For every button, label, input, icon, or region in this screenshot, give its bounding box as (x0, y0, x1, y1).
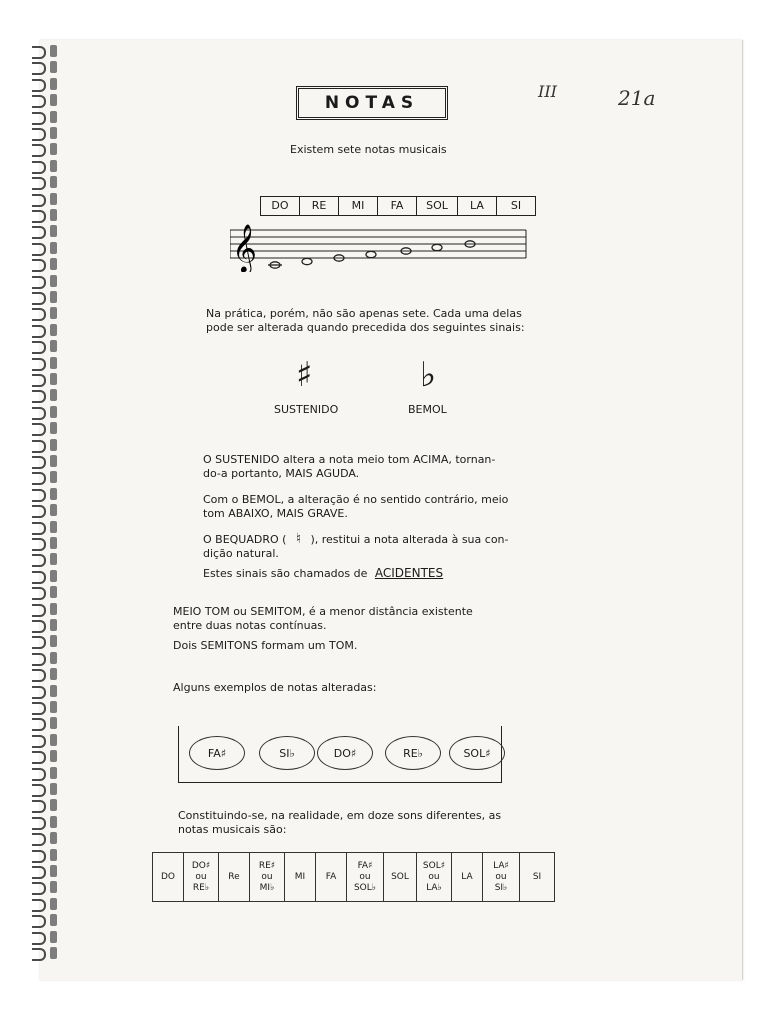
binding-ring (30, 126, 60, 140)
binding-hook (32, 177, 46, 190)
binding-hook (32, 390, 46, 403)
sound-cell-text: SOL♭ (353, 882, 377, 893)
note-head-la (432, 244, 442, 250)
binding-ring (30, 520, 60, 534)
binding-hole (50, 783, 57, 795)
sound-cell-text: SI♭ (494, 882, 508, 893)
binding-hole (50, 373, 57, 385)
binding-hook (32, 817, 46, 830)
binding-hook (32, 800, 46, 813)
binding-ring (30, 766, 60, 780)
binding-hook (32, 161, 46, 174)
binding-hole (50, 471, 57, 483)
sound-cell (316, 853, 347, 902)
binding-ring (30, 274, 60, 288)
sound-cell-text: Re (228, 871, 240, 882)
sharp-label: SUSTENIDO (274, 403, 339, 416)
binding-hook (32, 636, 46, 649)
binding-hole (50, 750, 57, 762)
bemol-text-line-2: tom ABAIXO, MAIS GRAVE. (203, 507, 348, 520)
binding-ring (30, 306, 60, 320)
sound-cell (384, 853, 417, 902)
binding-hole (50, 553, 57, 565)
binding-ring (30, 487, 60, 501)
binding-hook (32, 259, 46, 272)
binding-hook (32, 866, 46, 879)
binding-ring (30, 421, 60, 435)
natural-icon: ♮ (295, 531, 301, 547)
binding-hole (50, 160, 57, 172)
binding-hook (32, 522, 46, 535)
binding-hook (32, 243, 46, 256)
binding-hole (50, 767, 57, 779)
binding-hook (32, 505, 46, 518)
binding-ring (30, 257, 60, 271)
binding-hole (50, 143, 57, 155)
binding-hook (32, 915, 46, 928)
bequadro-text-end: ), restitui a nota alterada à sua con- (310, 533, 509, 546)
binding-hole (50, 291, 57, 303)
sound-cell (417, 853, 452, 902)
binding-ring (30, 897, 60, 911)
binding-ring (30, 618, 60, 632)
twelve-sounds-text-line-2: notas musicais são: (178, 823, 287, 836)
binding-ring (30, 93, 60, 107)
binding-ring (30, 224, 60, 238)
binding-ring (30, 913, 60, 927)
page-sheet (40, 40, 743, 980)
binding-hook (32, 899, 46, 912)
note-cell: SOL (417, 197, 458, 215)
binding-ring (30, 930, 60, 944)
sound-cell-text: SI (532, 871, 542, 882)
twelve-sounds-table (152, 852, 555, 902)
sound-cell (153, 853, 184, 902)
binding-hole (50, 931, 57, 943)
binding-hook (32, 587, 46, 600)
binding-hook (32, 194, 46, 207)
binding-hole (50, 488, 57, 500)
binding-hole (50, 668, 57, 680)
binding-hole (50, 275, 57, 287)
bemol-text-line-1: Com o BEMOL, a alteração é no sentido contrário, meio (203, 493, 509, 506)
binding-hook (32, 276, 46, 289)
binding-ring (30, 782, 60, 796)
sustenido-text-line-2: do-a portanto, MAIS AGUDA. (203, 467, 360, 480)
sound-cell-text: FA♯ (357, 860, 373, 871)
treble-clef-icon: 𝄞 (232, 223, 257, 272)
binding-hole (50, 78, 57, 90)
binding-ring (30, 44, 60, 58)
binding-ring (30, 77, 60, 91)
binding-ring (30, 110, 60, 124)
binding-hook (32, 850, 46, 863)
binding-hole (50, 865, 57, 877)
binding-hook (32, 292, 46, 305)
page-title: NOTAS (296, 86, 448, 120)
twelve-sounds-row (153, 853, 555, 902)
binding-hole (50, 340, 57, 352)
binding-hole (50, 816, 57, 828)
binding-hole (50, 176, 57, 188)
sound-cell (483, 853, 520, 902)
music-staff (230, 222, 530, 272)
binding-ring (30, 864, 60, 878)
binding-hook (32, 472, 46, 485)
binding-hole (50, 439, 57, 451)
binding-ring (30, 356, 60, 370)
practice-text-line-2: pode ser alterada quando precedida dos seguintes sinais: (206, 321, 525, 334)
binding-hook (32, 62, 46, 75)
binding-ring (30, 684, 60, 698)
binding-hook (32, 554, 46, 567)
binding-hook (32, 948, 46, 961)
example-note-oval: SOL♯ (449, 736, 505, 770)
binding-hook (32, 604, 46, 617)
binding-hole (50, 422, 57, 434)
binding-hole (50, 635, 57, 647)
binding-hole (50, 799, 57, 811)
sound-cell-text: MI (294, 871, 306, 882)
seven-notes-row (260, 196, 536, 216)
binding-ring (30, 454, 60, 468)
binding-hole (50, 619, 57, 631)
note-cell: SI (510, 199, 522, 212)
binding-hole (50, 537, 57, 549)
binding-hook (32, 95, 46, 108)
acidentes-text (203, 566, 443, 581)
note-head-re (302, 258, 312, 264)
sound-cell (285, 853, 316, 902)
binding-hook (32, 210, 46, 223)
example-note-oval: FA♯ (189, 736, 245, 770)
binding-ring (30, 142, 60, 156)
binding-hook (32, 440, 46, 453)
semitom-text-line-3: Dois SEMITONS formam um TOM. (173, 639, 358, 652)
note-cell: DO (261, 197, 300, 215)
acidentes-text-start: Estes sinais são chamados de (203, 567, 368, 580)
binding-hole (50, 307, 57, 319)
binding-hole (50, 652, 57, 664)
binding-ring (30, 815, 60, 829)
binding-hole (50, 127, 57, 139)
binding-hook (32, 784, 46, 797)
binding-hook (32, 456, 46, 469)
binding-ring (30, 700, 60, 714)
sound-cell-text: ou (495, 871, 507, 882)
binding-hole (50, 685, 57, 697)
examples-title: Alguns exemplos de notas alteradas: (173, 681, 377, 694)
binding-hook (32, 407, 46, 420)
binding-hole (50, 94, 57, 106)
sound-cell-text: ou (428, 871, 440, 882)
sound-cell (452, 853, 483, 902)
binding-ring (30, 880, 60, 894)
binding-hole (50, 832, 57, 844)
binding-ring (30, 60, 60, 74)
bequadro-text-start: O BEQUADRO ( (203, 533, 287, 546)
binding-ring (30, 208, 60, 222)
binding-hole (50, 603, 57, 615)
binding-ring (30, 159, 60, 173)
handwritten-roman-numeral: III (538, 82, 557, 101)
note-cell: RE (300, 197, 339, 215)
sound-cell (347, 853, 384, 902)
note-cell: LA (458, 197, 497, 215)
binding-hook (32, 341, 46, 354)
sound-cell-text: LA (461, 871, 473, 882)
binding-hook (32, 653, 46, 666)
binding-hole (50, 570, 57, 582)
handwritten-page-number: 21a (618, 86, 656, 110)
binding-hole (50, 701, 57, 713)
binding-hook (32, 571, 46, 584)
binding-hook (32, 702, 46, 715)
binding-ring (30, 831, 60, 845)
twelve-sounds-text-line-1: Constituindo-se, na realidade, em doze sons diferentes, as (178, 809, 502, 822)
bequadro-text-line-2: dição natural. (203, 547, 279, 560)
binding-hook (32, 620, 46, 633)
binding-hole (50, 881, 57, 893)
binding-hook (32, 538, 46, 551)
sound-cell-text: MI♭ (259, 882, 275, 893)
binding-ring (30, 798, 60, 812)
sound-cell-text: DO (160, 871, 175, 882)
sound-cell-text: ou (261, 871, 273, 882)
binding-ring (30, 667, 60, 681)
sound-cell-text: RE♯ (258, 860, 276, 871)
binding-ring (30, 372, 60, 386)
binding-ring (30, 569, 60, 583)
sound-cell-text: LA♭ (426, 882, 442, 893)
binding-hole (50, 357, 57, 369)
binding-hole (50, 406, 57, 418)
binding-hook (32, 144, 46, 157)
binding-hook (32, 358, 46, 371)
binding-ring (30, 405, 60, 419)
binding-ring (30, 290, 60, 304)
binding-ring (30, 388, 60, 402)
practice-text-line-1: Na prática, porém, não são apenas sete. Cada uma delas (206, 307, 522, 320)
binding-hole (50, 914, 57, 926)
binding-hook (32, 46, 46, 59)
binding-hook (32, 751, 46, 764)
binding-hole (50, 947, 57, 959)
binding-ring (30, 503, 60, 517)
binding-hook (32, 112, 46, 125)
sound-cell-text: SOL♯ (422, 860, 446, 871)
sound-cell (219, 853, 250, 902)
binding-hook (32, 768, 46, 781)
example-note-oval: RE♭ (385, 736, 441, 770)
binding-hook (32, 718, 46, 731)
binding-hole (50, 521, 57, 533)
sound-cell-text: LA♯ (493, 860, 509, 871)
binding-hole (50, 258, 57, 270)
binding-hole (50, 586, 57, 598)
binding-ring (30, 241, 60, 255)
binding-hook (32, 489, 46, 502)
binding-hook (32, 325, 46, 338)
binding-hook (32, 686, 46, 699)
binding-hook (32, 308, 46, 321)
binding-ring (30, 470, 60, 484)
binding-ring (30, 716, 60, 730)
binding-ring (30, 946, 60, 960)
acidentes-term: ACIDENTES (374, 566, 444, 580)
binding-hole (50, 209, 57, 221)
binding-ring (30, 602, 60, 616)
binding-ring (30, 438, 60, 452)
sound-cell-text: ou (195, 871, 207, 882)
sound-cell (184, 853, 219, 902)
binding-hole (50, 717, 57, 729)
binding-hook (32, 374, 46, 387)
note-cell: MI (339, 197, 378, 215)
semitom-text-line-1: MEIO TOM ou SEMITOM, é a menor distância existente (173, 605, 473, 618)
intro-text: Existem sete notas musicais (290, 143, 447, 156)
binding-hole (50, 324, 57, 336)
binding-hole (50, 504, 57, 516)
binding-hole (50, 455, 57, 467)
binding-hook (32, 833, 46, 846)
example-note-oval: DO♯ (317, 736, 373, 770)
binding-ring (30, 634, 60, 648)
flat-label: BEMOL (408, 403, 447, 416)
binding-hook (32, 882, 46, 895)
binding-hook (32, 226, 46, 239)
note-cell: FA (378, 197, 417, 215)
sound-cell (520, 853, 555, 902)
binding-hook (32, 128, 46, 141)
binding-ring (30, 339, 60, 353)
binding-hole (50, 898, 57, 910)
binding-ring (30, 175, 60, 189)
binding-hole (50, 225, 57, 237)
binding-hole (50, 389, 57, 401)
binding-hook (32, 932, 46, 945)
binding-ring (30, 536, 60, 550)
sound-cell-text: FA (325, 871, 337, 882)
sound-cell-text: RE♭ (192, 882, 210, 893)
binding-hole (50, 242, 57, 254)
bequadro-text-line-1 (203, 532, 509, 547)
binding-hole (50, 111, 57, 123)
sound-cell-text: DO♯ (191, 860, 211, 871)
semitom-text-line-2: entre duas notas contínuas. (173, 619, 327, 632)
binding-ring (30, 192, 60, 206)
binding-hole (50, 849, 57, 861)
binding-hole (50, 193, 57, 205)
binding-ring (30, 552, 60, 566)
altered-notes-examples (178, 726, 502, 783)
binding-ring (30, 323, 60, 337)
binding-ring (30, 749, 60, 763)
sound-cell-text: SOL (391, 871, 409, 882)
flat-icon: ♭ (420, 355, 437, 395)
sustenido-text-line-1: O SUSTENIDO altera a nota meio tom ACIMA, tornan- (203, 453, 496, 466)
binding-hook (32, 669, 46, 682)
binding-ring (30, 733, 60, 747)
sound-cell (250, 853, 285, 902)
binding-ring (30, 651, 60, 665)
binding-hook (32, 79, 46, 92)
binding-ring (30, 848, 60, 862)
note-head-fa (366, 251, 376, 257)
binding-ring (30, 585, 60, 599)
example-note-oval: SI♭ (259, 736, 315, 770)
binding-hook (32, 735, 46, 748)
spiral-binding (30, 44, 64, 974)
sharp-icon: ♯ (296, 355, 313, 395)
binding-hole (50, 61, 57, 73)
binding-hook (32, 423, 46, 436)
sound-cell-text: ou (359, 871, 371, 882)
binding-hole (50, 734, 57, 746)
binding-hole (50, 45, 57, 57)
